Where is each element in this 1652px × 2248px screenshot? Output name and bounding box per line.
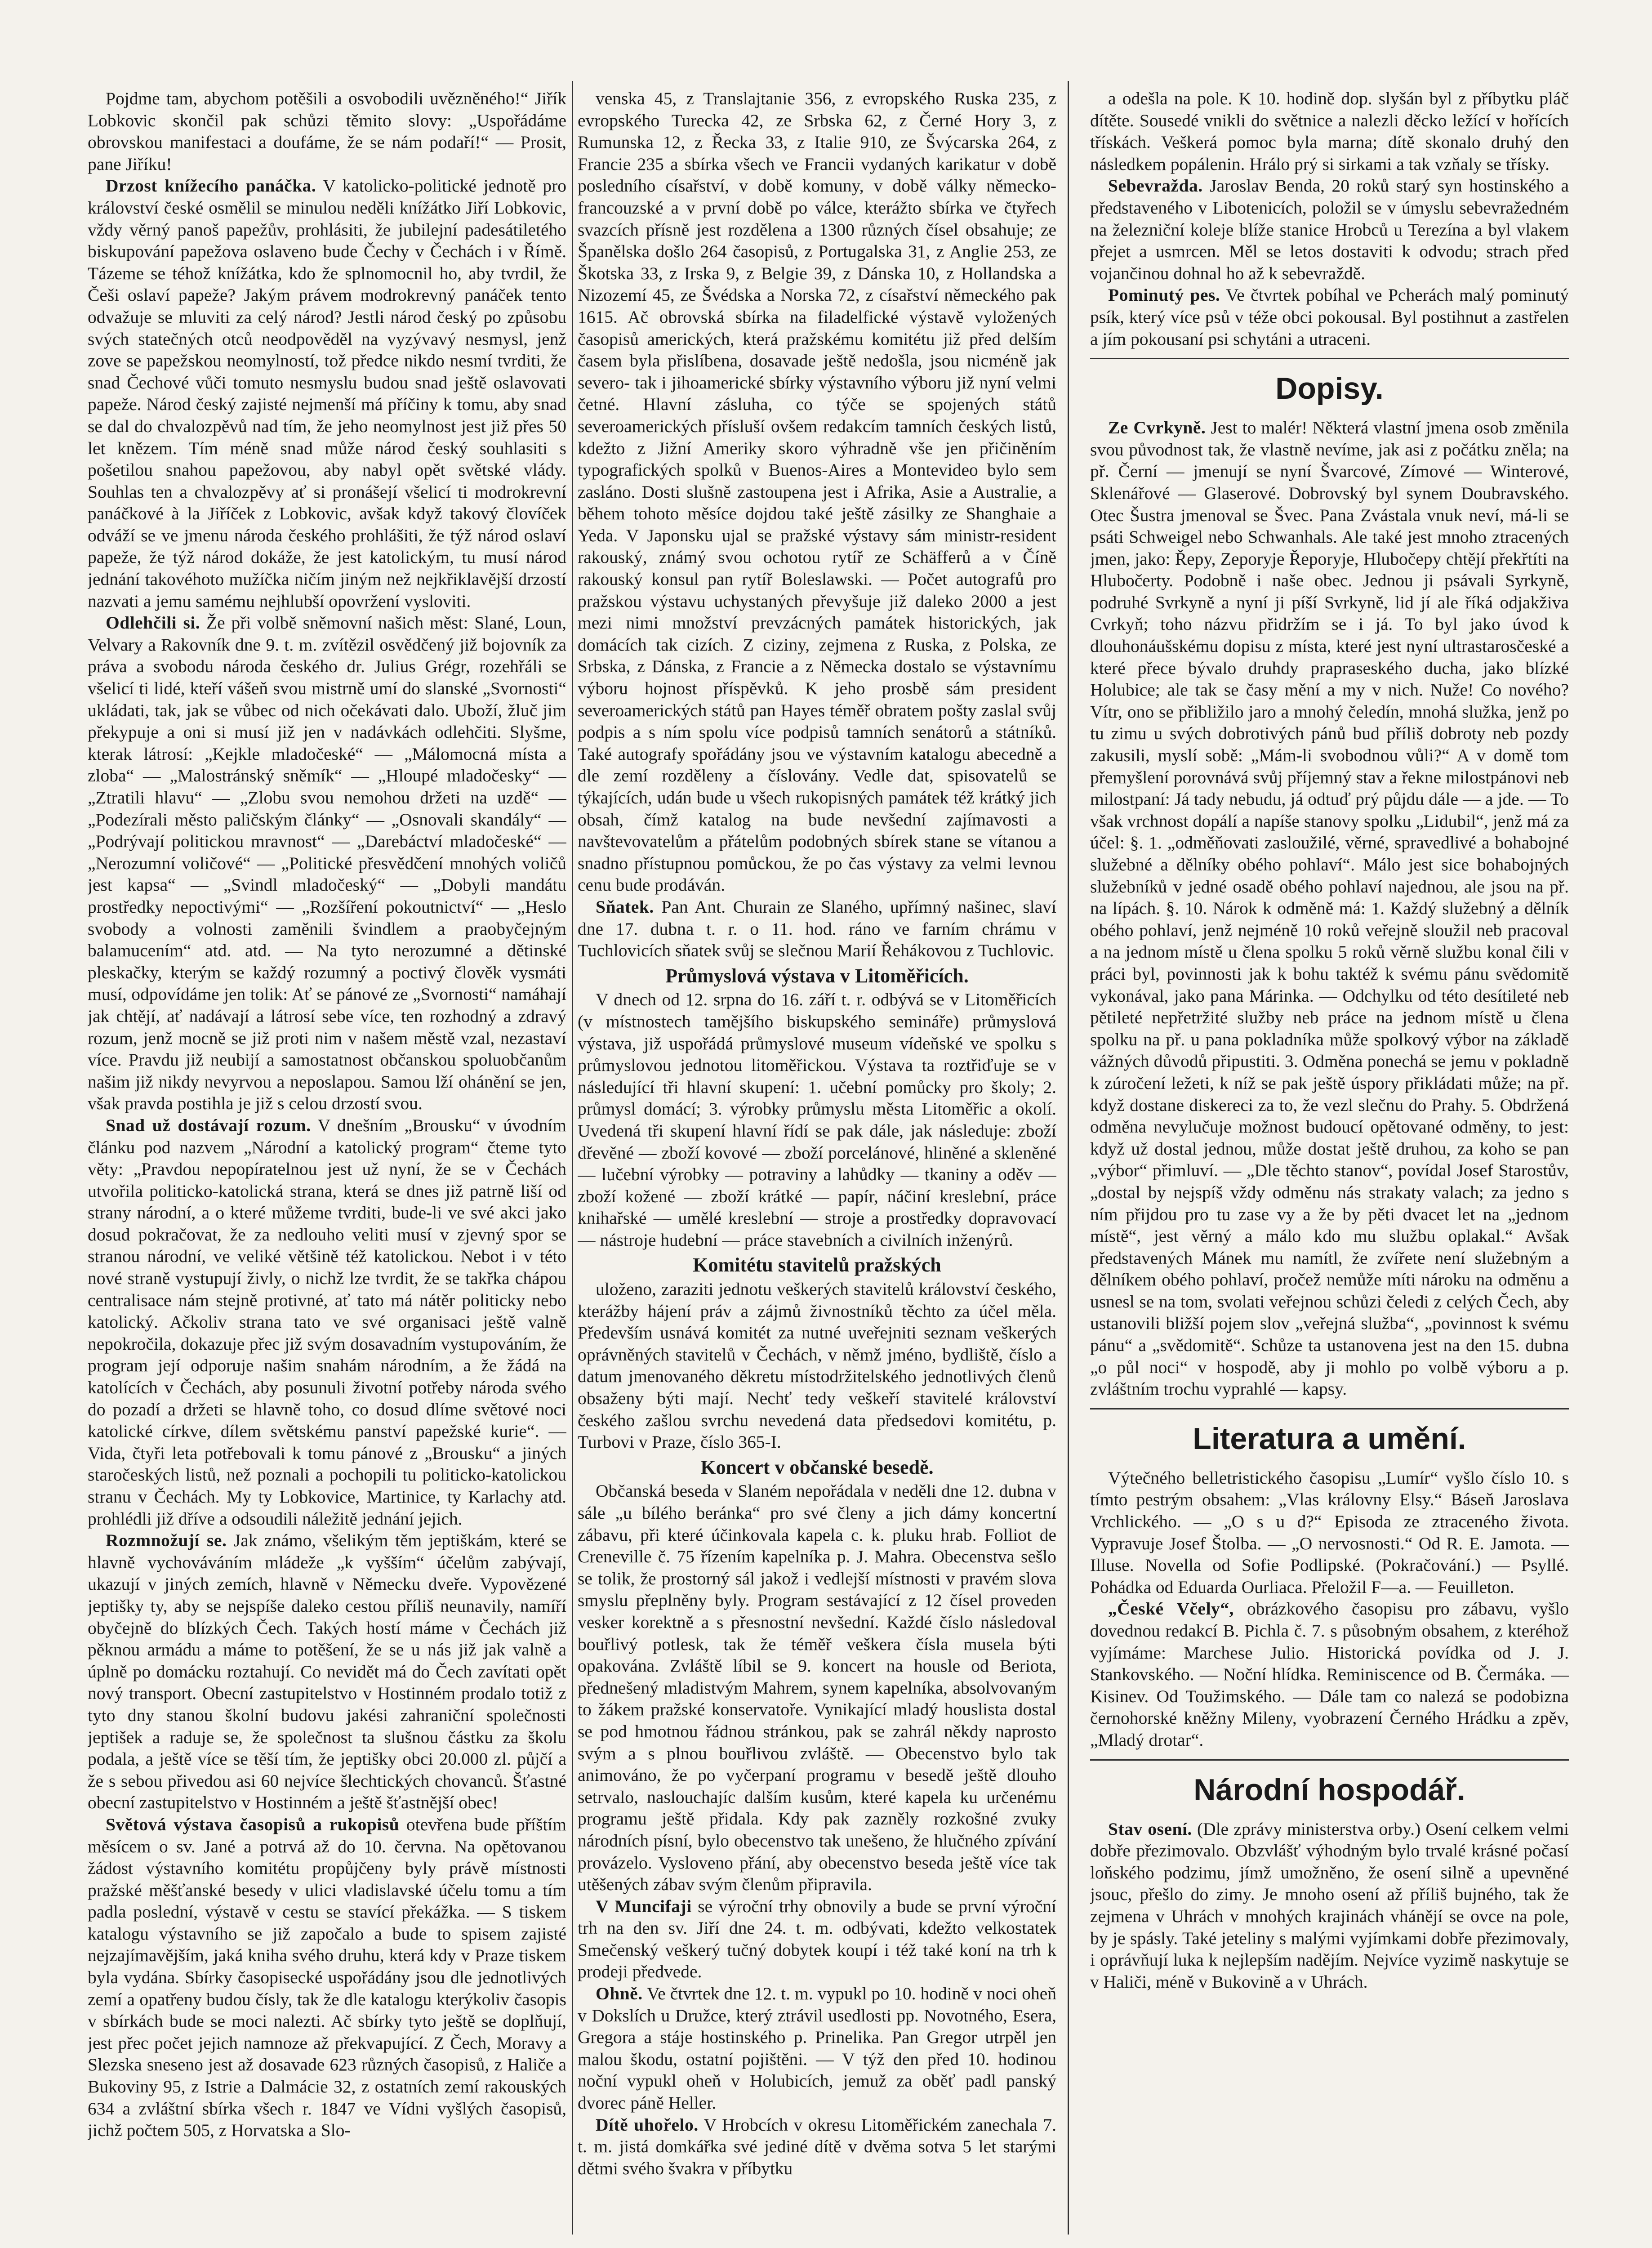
article-continuation: Pojdme tam, abychom potěšili a osvobodili uvězněného!“ Jiřík Lobkovic skončil pak schůzi těmito slovy: „Uspořádáme obrovskou manifestaci a doufáme, že se nám podaří!“ — Prosit, pane Jiříku! (88, 89, 566, 174)
article-body: obrázkového časopisu pro zábavu, vyšlo dovednou redakcí B. Pichla č. 7. s působným obsahem, z kteréhož vyjímáme: Marchese Julio. Historická povídka od J. J. Stankovského. — Noční hlídka. Reminiscence od B. Čermáka. — Kisinev. Od Toužimského. — Dále tam co nalezá se podobizna černohorské kněžny Mileny, vyobrazení Černého Hrádku a zpěv, „Mladý drotar“. (1090, 1599, 1569, 1750)
article-body: Občanská beseda v Slaném nepořádala v neděli dne 12. dubna v sále „u bílého beránka“ pro své členy a jich dámy koncertní zábavu, při které účinkovala kapela c. k. pluku hrab. Folliot de Creneville č. 75 řízením kapelníka p. J. Mahra. Obecenstva sešlo se tolik, že prostorný sál jakož i vedlejší místnosti v pravém slova smyslu přeplněny byly. Program sestávající z 12 čísel proveden vesker korektně a s přesnostní nevšední. Každé číslo následoval bouřlivý potlesk, tak že téměř veškera čísla musela býti opakována. Zvláště líbil se 9. koncert na housle od Beriota, přednešený mladistvým Mahrem, synem kapelníka, absolvovaným to žákem pražské konservatoře. Vynikající mladý houslista dostal se pod hmotnou řádnou stránkou, pak se zahrál někdy naprosto svým a s plnou bouřlivou zvláště. — Obecenstvo bylo tak animováno, že po vyčerpaní programu v besedě ještě dlouho setrvalo, naslouchajíc dalším kusům, které kapela ku určenému programu ještě přidala. Kdy pak zazněly rozkošné zvuky národních písní, bylo obecenstvo tak unešeno, že hlučného zpívání provázelo. Vysloveno přání, aby obecenstvo beseda ještě více tak utěšených zábav svým členům připravila. (578, 1481, 1056, 1895)
article-heading: Rozmnožují se. (106, 1530, 227, 1551)
column-rule-right (1068, 81, 1069, 2235)
article-heading: Sebevražda. (1108, 176, 1203, 196)
article-lumir: Výtečného belletristického časopisu „Lumír“ vyšlo číslo 10. s tímto pestrým obsahem: „Vlas královny Elsy.“ Báseň Jaroslava Vrchlického. — „O s u d?“ Episoda ze ztraceného života. Vypravuje Josef Štolba. — „O nervosnosti.“ Od R. E. Jamota. — Illuse. Novella od Sofie Podlipské. (Pokračování.) — Psyllé. Pohádka od Eduarda Ourliaca. Přeložil F—a. — Feuilleton. (1090, 1467, 1569, 1597)
article-heading: „České Včely“, (1108, 1599, 1234, 1619)
article-snatek (578, 896, 1056, 962)
article-body: V dnech od 12. srpna do 16. září t. r. odbývá se v Litoměřicích (v místnostech tamějšího biskupského semináře) průmyslová výstava, již uspořádá průmyslové museum vídeňské ve spolku s průmyslovou jednotou litoměřickou. Výstava ta roztřiďuje se v následující tři hlavní skupení: 1. učební pomůcky pro školy; 2. průmysl domácí; 3. výrobky průmyslu města Litoměřic a okolí. Uvedená tři skupení hlavní řídí se pak dále, jak následuje: zboží dřevěné — zboží kovové — zboží porcelánové, hliněné a skleněné — lučební výrobky — potraviny a lahůdky — tkaniny a oděv — zboží kožené — zboží krátké — papír, náčiní kreslební, práce knihařské — umělé kreslební — stroje a prostředky dopravovací — nástroje hudební — práce stavebních a civilních inženýrů. (578, 990, 1056, 1250)
article-odlehcili (88, 612, 566, 1115)
article-body: Pan Ant. Churain ze Slaného, upřímný našinec, slaví dne 17. dubna t. r. o 11. hod. ráno ve farním chrámu v Tuchlovicích sňatek svůj se slečnou Marií Řehákovou z Tuchlovic. (578, 897, 1056, 961)
article-heading-centered: Průmyslová výstava v Litoměřicích. (665, 964, 969, 987)
article-body: uloženo, zaraziti jednotu veškerých stavitelů království českého, kterážby hájení práv a zájmů živnostníků těchto za účel měla. Především usnává komitét za nutné uveřejniti seznam veškerých oprávněných stavitelů v Čechách, v němž jméno, bydliště, číslo a datum jmenovaného děkretu místodržitelského jednotlivých členů obsaženy býti mají. Nechť tedy veškeří stavitelé království českého zašlou svrchu nevedená data předsedovi komitétu, p. Turbovi v Praze, číslo 365-I. (578, 1279, 1056, 1452)
article-heading: Ohně. (596, 1984, 643, 2004)
article-body: se výroční trhy obnovily a bude se první výroční trh na den sv. Jiří dne 24. t. m. odbývati, kdežto velkostatek Smečenský veškerý tučný dobytek koupí i též také koní na trh k prodeji předvede. (578, 1896, 1056, 1982)
column-rule-left (572, 81, 573, 2235)
article-heading-centered: Koncert v občanské besedě. (700, 1456, 934, 1478)
article-heading: Ze Cvrkyně. (1108, 418, 1206, 438)
article-rozmnozuji (88, 1530, 566, 1814)
article-continuation: a odešla na pole. K 10. hodině dop. slyšán byl z příbytku pláč dítěte. Sousedé vnikli do světnice a nalezli děcko ležící v hořících třískách. Veškerá pomoc byla marna; dítě skonalo druhý den následkem popálenin. Hrálo prý si sirkami a tak vzňaly se třísky. (1090, 89, 1569, 174)
article-sebevrazda (1090, 175, 1569, 284)
article-body: Ve čtvrtek dne 12. t. m. vypukl po 10. hodině v noci oheň v Dokslích u Družce, který ztrávil usedlosti pp. Novotného, Esera, Gregora a stáje hostinského p. Prinelika. Pan Gregor utrpěl jen malou škodu, ostatní pojištěni. — V týž den před 10. hodinou noční vypukl oheň v Holubicích, jemuž za oběť padl panský dvorec páně Heller. (578, 1984, 1056, 2113)
section-heading-hospodar: Národní hospodář. (1090, 1759, 1569, 1814)
article-ohne (578, 1983, 1056, 2114)
article-vystava (88, 1814, 566, 2141)
article-oseni (1090, 1818, 1569, 1993)
article-heading: Drzost knížecího panáčka. (106, 176, 316, 196)
article-body: Jak známo, všelikým těm jeptiškám, které se hlavně vychováváním mládeže „k vyšším“ účelům zabývají, ukazují v jiných zemích, hlavně v Německu dveře. Vypovězené jeptišky ty, aby se nejspíše daleko cestou příliš neunavily, namíří obyčejně do blízkých Čech. Takých hostí máme v Čechách již pěknou armádu a máme to potěšení, že se u nás již jak valně a úplně po domácku roztahují. Co nevidět má do Čech zavítati opět nový transport. Obecní zastupitelstvo v Hostinném prodalo totiž z tyto dny stanou školní budovu jakési zahraniční společnosti jeptišek a raduje se, že společnost ta slušnou částku za školu podala, a ještě více se těší tím, že jeptišky obci 20.000 zl. půjčí a že s sebou přivedou asi 60 nejvíce šlechtických chovanců. Šťastné obecní zastupitelstvo v Hostinném a ještě šťastnější obec! (88, 1530, 566, 1813)
article-heading: Dítě uhořelo. (596, 2114, 699, 2135)
column-3 (1090, 88, 1569, 2228)
article-body: (Dle zprávy ministerstva orby.) Osení celkem velmi dobře přezimovalo. Obzvlášť výhodným bylo trvalé krásné počasí loňského podzimu, jímž umožněno, že osení silně a upevněné jsouc, přešlo do zimy. Je mnoho osení až příliš bujného, tak že zejmena v Uhrách v mnohých krajinách vhánějí se ovce na pole, by je spásly. Také jeteliny s malými vyjímkami dobře přezimovaly, i oprávňují luka k nejlepším nadějím. Nejvíce vyzimě naskytuje se v Haliči, méně v Bukovině a v Uhrách. (1090, 1819, 1569, 1992)
article-heading: Pominutý pes. (1108, 285, 1220, 305)
article-body: Že při volbě sněmovní našich měst: Slané, Loun, Velvary a Rakovník dne 9. t. m. zvítězil osvědčený již bojovník za práva a svobodu národa českého dr. Julius Grégr, rozehřáli se všelicí ti lidé, kteří vášeň svou mistrně umí do slanské „Svornosti“ ukládati, tak, jak se vůbec od nich očekávati dalo. Uboží, žluč jim překypuje a oni si musí již jen v nadávkách odlehčiti. Slyšme, kterak látrosí: „Kejkle mladočeské“ — „Málomocná místa a zloba“ — „Malostránský sněmík“ — „Hloupé mladočesky“ — „Ztratili hlavu“ — „Zlobu svou nemohou držeti na uzdě“ — „Podezírali město paličským články“ — „Osnovali skandály“ — „Podrývají politickou mravnost“ — „Darebáctví mladočeské“ — „Nerozumní voličové“ — „Politické přesvědčení mnohých voličů jest kapsa“ — „Svindl mladočeský“ — „Dobyli mandátu prostředky nepoctivými“ — „Rozšíření pokoutnictví“ — „Heslo svobody a volnosti zaměnili švindlem a praobyčejným balamucením“ atd. atd. — Na tyto nerozumné a dětinské pleskačky, kterým se každý rozumný a poctivý člověk vysmáti musí, odpovídáme jen tolik: Ať se pánové ze „Svornosti“ namáhají jak chtějí, ať nadávají a látrosí sebe více, ten rozhodný a zdravý rozum, jenž mocně se již proti nim v našem městě vzal, nezastaví více. Pravdu již neubijí a samostatnost občanskou spoluobčanům našim již nikdy nevyrvou a neposlapou. Samou lží ohánění se jen, však pravda postihla je již s celou drzostí svou. (88, 613, 566, 1114)
article-vcely (1090, 1598, 1569, 1751)
article-heading: Světová výstava časopisů a rukopisů (106, 1814, 400, 1834)
column-1 (88, 88, 566, 2228)
article-drzost (88, 175, 566, 612)
article-rozum (88, 1115, 566, 1530)
article-body: V katolicko-politické jednotě pro království české osmělil se minulou neděli knížátko Jiří Lobkovic, vždy věrný panoš papežův, prohlásiti, že jubilejní padesátiletého biskupování papežova oslaveno bude Čechy v Čechách i v Římě. Tázeme se téhož knížátka, kdo že splnomocnil ho, aby tvrdil, že Češi oslaví papeže? Jakým právem modrokrevný panáček tento odvažuje se mluviti za celý národ? Jestli národ český po způsobu svých statečných otců neodpověděl na vyzývavý nesmysl, jenž zove se papežskou neomylností, tož předce nikdo nesmí tvrditi, že snad Čechové vůči tomuto nesmyslu budou snad ještě oslavovati papeže. Národ český zajisté nejmenší má příčiny k tomu, aby snad se dal do chvalozpěvů nad tím, že jeho neomylnost jest již přes 50 let knězem. Tím méně snad může národ český souhlasiti s pošetilou snahou papežovou, aby nabyl opět světské vlády. Souhlas ten a chvalozpěvy ať si pronášejí všelicí ti modrokrevní panáčkové à la Jiříček z Lobkovic, avšak když takový človíček odváží se ve jmenu národa českého prohlášiti, že týž národ oslaví papeže, že týž národ dokáže, že jest katolickým, tu musí národ jednání takovéhoto mužíčka ničím jiným než nejkřiklavější drzostí nazvati a jemu samému nejhlubší opovržení vysloviti. (88, 176, 566, 611)
article-heading: Sňatek. (596, 897, 654, 917)
article-heading: V Muncifaji (596, 1896, 692, 1916)
article-body: V Hrobcích v okresu Litoměřickém zanechala 7. t. m. jistá domkářka své jediné dítě v dvěma sotva 5 let starými dětmi svého švakra v příbytku (578, 2114, 1056, 2178)
article-body: Ve čtvrtek pobíhal ve Pcherách malý pominutý psík, který více psů v téže obci pokousal. Byl postihnut a zastřelen a jím pokousaní psi schytáni a utraceni. (1090, 285, 1569, 349)
section-heading-dopisy: Dopisy. (1090, 358, 1569, 412)
article-body: Jest to malér! Některá vlastní jmena osob změnila svou původnost tak, že vlastně nevíme, jak asi z počátku zněla; na př. Černí — jmenují se nyní Švarcové, Zímové — Winterové, Sklenářové — Glaserové. Dobrovský byl synem Doubravského. Otec Šustra jmenoval se Švec. Pana Zvástala vnuk neví, má-li se psáti Schweigel nebo Schwanhals. Ale také jest mnoho ztracených jmen, jako: Řepy, Zeporyje Řeporyje, Hlubočepy chtějí překřtíti na Hlubočerty. Podobně i naše obec. Jednou ji psávali Syrkyně, podruhé Svrkyně a nyní ji píší Svrkyně, lid jí ale říká odjakživa Cvrkyň; toho názvu přidržím se i já. To byl jako úvod k dlouhonáušskému dopisu z místa, které jest nyní ultrastarosčeské a které přece bývalo druhdy prapraseského ducha, jako blízké Holubice; ale tak se časy mění a my v nich. Nuže! Co nového? Vítr, ono se přibližilo jaro a mnohý čeledín, mnohá služka, jenž po tu zimu u svých dobrotivých pánů bud příliš dobroty neb pozdy zakusili, myslí sobě: „Mám-li svobodnou vůli?“ A v domě tom přemyšlení porovnává svůj příjemný stav a řekne milostpánovi neb milostpaní: Já tady nebudu, já odtuď prý půjdu dále — a jde. — To však vrchnost dopálí a napíše stanovy spolku „Lidubil“, jenž má za účel: §. 1. „odměňovati zasloužilé, věrné, spravedlivé a bohabojné služebné a dělníky obého pohlaví“. Málo jest sice bohabojných služebníků v jedné osadě obého pohlaví najednou, ale jsou na př. na lípách. §. 10. Nárok k odměně má: 1. Každý služebný a dělník obého pohlaví, jenž nejméně 10 roků veřejně sloužil neb pracoval a na jednom místě u člena spolku 5 roků věrně službu konal čili v práci byl, povinnosti jak k bohu taktéž k svému pánu svědomitě vykonával, jako pana Márinka. — Odchylku od této desítileté neb pětileté nepřetržité služby neb práce na jednom místě u člena spolku na př. u pana pokladníka může spolkový výbor na základě vážných důvodů připustiti. 3. Odměna ponechá se jemu v pokladně k zúročení ležeti, k níž se pak ještě úspory přikládati může; na př. když dostane diskereci za to, že vezl slečnu do Prahy. 5. Obdržená odměna nevylučuje možnost budoucí opětované odměny, to jest: když už dostal jednou, může dostat ještě druhou, za koho se pan „výbor“ přimluví. — „Dle těchto stanov“, povídal Josef Starostův, „dostal by nejspíš vždy odměnu nás strakaty valach; za jedno s ním přijdou pro tu zase vy a že by pěti dvacet let na „jednom místě“, jest věrný a málo kdo mu službu oplakal.“ Avšak představených Mánek mu namítl, že zvířete není služebným a dělníkem obého pohlaví, pročež nemůže míti nároku na odměnu a usnesl se na tom, svolati veřejnou schůzi čeledi z celých Čech, aby ustanovili bližší pojem slov „veřejná služba“, „povinnost k svému pánu“ a „svědomitě“. Schůze ta ustanovena jest na den 15. dubna „o půl noci“ v hospodě, aby ji mohlo po volbě výboru a p. zvláštním trochu vyprahlé — kapsy. (1090, 418, 1569, 1399)
article-muncifaj (578, 1896, 1056, 1983)
article-body: otevřena bude příštím měsícem o sv. Jané a potrvá až do 10. června. Na opětovanou žádost výstavního komitétu propůjčeny byly právě místnosti pražské měšťanské besedy v ulici vladislavské účelu tomu a tím padla poslední, výstavě v cestu se stavící překážka. — S tiskem katalogu výstavního se již započalo a bude to spisem zajisté nejzajímavějším, jaká kniha svého druhu, která kdy v Praze tiskem byla vydána. Sbírky časopisecké uspořádány jsou dle jednotlivých zemí a opatřeny budou čísly, tak že dle katalogu kterýkoliv časopis v sbírkách bude se moci nalezti. Ač sbírky tyto ještě se doplňují, jest přec počet jejich namnoze až překvapující. Z Čech, Moravy a Slezska sneseno jest až dosavade 623 různých časopisů, z Haliče a Bukoviny 95, z Istrie a Dalmácie 32, z ostatních zemí rakouských 634 a zvláštní sbírka všech r. 1847 ve Vídni vyšlých časopisů, jichž počtem 505, z Horvatska a Slo- (88, 1814, 566, 2141)
article-body: Jaroslav Benda, 20 roků starý syn hostinského a představeného v Libotenicích, položil se v úmyslu sebevražedném na železniční koleje blíže stanice Hrobců u Terezína a byl vlakem přejet a usmrcen. Měl se letos dostaviti k odvodu; strach před vojančinou dohnal ho až k sebevraždě. (1090, 176, 1569, 283)
article-heading: Snad už dostávají rozum. (106, 1115, 311, 1135)
article-dite (578, 2114, 1056, 2180)
article-body: V dnešním „Brousku“ v úvodním článku pod nazvem „Národní a katolický program“ čteme tyto věty: „Pravdou nepopíratelnou jest už nyní, že se v Čechách utvořila politicko-katolická strana, která se dnes již patrně liší od strany národní, a o které můžeme tvrditi, bude-li ve své akci jako dosud pokračovat, že za nedlouho veliti musí v zjevný spor se stranou národní, ve veliké většině též katolickou. Nebot i v této nové straně vystupují živly, o nichž lze tvrdit, že se takřka chápou centralisace nám stejně protivné, ať tato má nátěr politicky nebo katolický. Ačkoliv strana tato ve své organisaci ještě valně nepokročila, dokazuje přec již svým dosavadním vystupováním, že program její odporuje našim snahám národním, a že žádá na katolících v Čechách, aby posunuli životní potřeby národa svého do pozadí a držeti se hlavně toho, co dosud dlíme světové noci katolické církve, dílem světskému panství papežské kurie“. — Vida, čtyři leta potřebovali k tomu pánové z „Brousku“ a jiných staročeských listů, než poznali a pochopili tu politicko-katolickou stranu v Čechách. My ty Lobkovice, Martinice, ty Karlachy atd. prohlédli již dříve a odsoudili náležitě jednání jejich. (88, 1115, 566, 1529)
article-heading-centered: Komitétu stavitelů pražských (693, 1254, 941, 1276)
article-pes (1090, 284, 1569, 350)
article-heading: Odlehčili si. (106, 613, 200, 633)
article-heading: Stav osení. (1108, 1819, 1192, 1839)
column-2 (578, 88, 1056, 2228)
section-heading-literatura: Literatura a umění. (1090, 1408, 1569, 1463)
article-cvrkyne (1090, 417, 1569, 1400)
article-continuation: venska 45, z Translajtanie 356, z evropského Ruska 235, z evropského Turecka 42, ze Srbska 62, z Černé Hory 3, z Rumunska 12, z Řecka 33, z Italie 910, ze Švýcarska 264, z Francie 235 a sbírka všech ve Francii vydaných karikatur v době posledního císařství, v době komuny, v době války německo-francouzské a v první době po válce, kterážto sbírka ve čtyřech svazcích přísně jest rozdělena a 1300 různých čísel obsahuje; ze Španělska došlo 264 časopisů, z Portugalska 31, z Anglie 253, ze Škotska 33, z Irska 9, z Belgie 39, z Dánska 10, z Hollandska a Nizozemí 45, ze Švédska a Norska 72, z císařství německého pak 1615. Ač obrovská sbírka na filadelfické výstavě vyložených časopisů amerických, která pražskému komitétu již před delším časem byla přislíbena, dosavade ještě nedošla, jsou nicméně jak severo- tak i jihoamerické sbírky výstavního výboru již nyní velmi četné. Hlavní zásluha, co týče se spojených států severoamerických přísluší ovšem redakcím tamních českých listů, kdežto z Jižní Ameriky skoro výhradně vše jen přičiněním typografických spolků v Buenos-Aires a Montevideo bylo sem zasláno. Dosti slušně zastoupena jest i Afrika, Asie a Australie, a během tohoto měsíce dojdou také ještě zásilky ze Shanghaie a Yeda. V Japonsku ujal se pražské výstavy sám ministr-resident rakouský, známý svou ochotou rytíř ze Schäfferů a v Číně rakouský konsul pan rytíř Boleslawski. — Počet autografů pro pražskou výstavu uchystaných převyšuje již daleko 2000 a jest mezi nimi množství prevzácných památek historických, jak domácích tak cizích. Z ciziny, zejmena z Ruska, z Polska, ze Srbska, z Dánska, z Francie a z Německa dostalo se výstavnímu výboru hojnost příspěvků. K jeho prosbě sám president severoamerických států pan Hayes téměř obratem pošty zaslal svůj podpis a s ním spolu více podpisů tamních senátorů a státníků. Také autografy spořádány jsou ve výstavním katalogu abecedně a dle zemí rozděleny a číslovány. Vedle dat, spisovatelů se týkajících, udán bude u všech rukopisných památek též krátký jich obsah, čímž katalog na bude nevšední zajímavosti a navštevovatelům a přátelům podobných sbírek stane se vítanou a snadno přístupnou pomůckou, že po čas výstavy za velmi levnou cenu bude prodáván. (578, 89, 1056, 895)
